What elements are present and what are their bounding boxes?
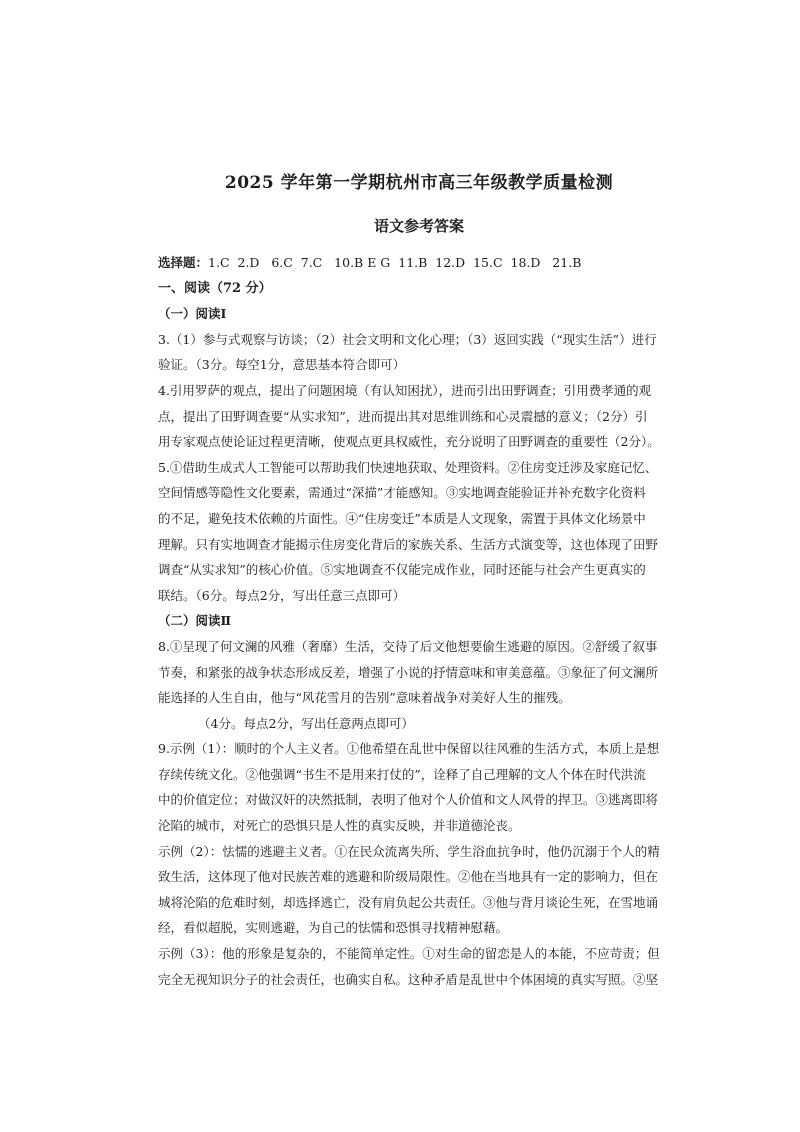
q9-example1-line: 中的价值定位；对做汉奸的决然抵制，表明了他对个人价值和文人风骨的捍卫。③逃离即将 [158,792,659,808]
q4-line: 4.引用罗萨的观点，提出了问题困境（有认知困扰），进而引出田野调查；引用费孝通的观 [158,382,652,398]
q3-line: 验证。（3分。每空1分，意思基本符合即可） [158,357,406,373]
q9-example1-line: 9.示例（1）：顺时的个人主义者。①他希望在乱世中保留以往风雅的生活方式，本质上是想 [158,741,660,757]
q8-line: 能选择的人生自由，他与“风花雪月的告别”意味着战争对美好人生的摧残。 [158,690,571,706]
q9-example1-line: 沦陷的城市，对死亡的恐惧只是人性的真实反映，并非道德沦丧。 [158,818,521,834]
q9-example2-line: 示例（2）：怯懦的逃避主义者。①在民众流离失所、学生浴血抗争时，他仍沉溺于个人的精 [158,843,660,859]
q9-example2-line: 致生活，这体现了他对民族苦难的逃避和阶级局限性。②他在当地具有一定的影响力，但在 [158,869,659,885]
choice-answers: 1.C 2.D 6.C 7.C 10.B E G 11.B 12.D 15.C 18.D 21.B [208,255,582,270]
subsection-reading-2: （二）阅读Ⅱ [158,613,232,629]
q3-line: 3.（1）参与式观察与访谈；（2）社会文明和文化心理；（3）返回实践（“现实生活”）进行 [158,331,657,347]
page-subtitle: 语文参考答案 [373,217,464,235]
choice-label: 选择题： [158,255,209,270]
q9-example2-line: 经，看似超脱，实则逃避，为自己的怯懦和恐惧寻找精神慰藉。 [158,920,509,936]
q9-example1-line: 存续传统文化。②他强调“书生不是用来打仗的”，诠释了自己理解的文人个体在时代洪流 [158,766,646,782]
q9-example3-line: 完全无视知识分子的社会责任，也确实自私。这种矛盾是乱世中个体困境的真实写照。②坚 [158,971,659,987]
q5-line: 空间情感等隐性文化要素，需通过“深描”才能感知。③实地调查能验证并补充数字化资料 [158,485,646,501]
q4-line: 用专家观点使论证过程更清晰，使观点更具权威性，充分说明了田野调查的重要性（2分）。 [158,434,660,450]
q5-line: 的不足，避免技术依赖的片面性。④“住房变迁”本质是人文现象，需置于具体文化场景中 [158,510,646,526]
q5-line: 理解。只有实地调查才能揭示住房变化背后的家族关系、生活方式演变等，这也体现了田野 [158,536,659,552]
q5-line: 调查“从实求知”的核心价值。⑤实地调查不仅能完成作业，同时还能与社会产生更真实的 [158,562,646,578]
q9-example2-line: 城将沦陷的危难时刻，却选择逃亡，没有肩负起公共责任。③他与背月谈论生死，在雪地诵 [158,894,659,910]
choice-answers-line [158,250,680,276]
subsection-reading-1: （一）阅读Ⅰ [158,306,227,322]
q4-line: 点，提出了田野调查要“从实求知”，进而提出其对思维训练和心灵震撼的意义；（2分）引 [158,408,648,424]
q8-line: 8.①呈现了何文澜的风雅（奢靡）生活，交待了后文他想要偷生逃避的原因。②舒缓了叙事 [158,638,658,654]
q8-score-note: （4分。每点2分，写出任意两点即可） [198,715,414,731]
section-heading-reading: 一、阅读（72 分） [158,280,272,296]
q5-line: 联结。（6分。每点2分，写出任意三点即可） [158,587,406,603]
q8-line: 节奏，和紧张的战争状态形成反差，增强了小说的抒情意味和审美意蕴。③象征了何文澜所 [158,664,659,680]
q9-example3-line: 示例（3）：他的形象是复杂的，不能简单定性。①对生命的留恋是人的本能，不应苛责；但 [158,946,660,962]
page-title: 2025 学年第一学期杭州市高三年级教学质量检测 [224,173,614,193]
q5-line: 5.①借助生成式人工智能可以帮助我们快速地获取、处理资料。②住房变迁涉及家庭记忆、 [158,459,658,475]
